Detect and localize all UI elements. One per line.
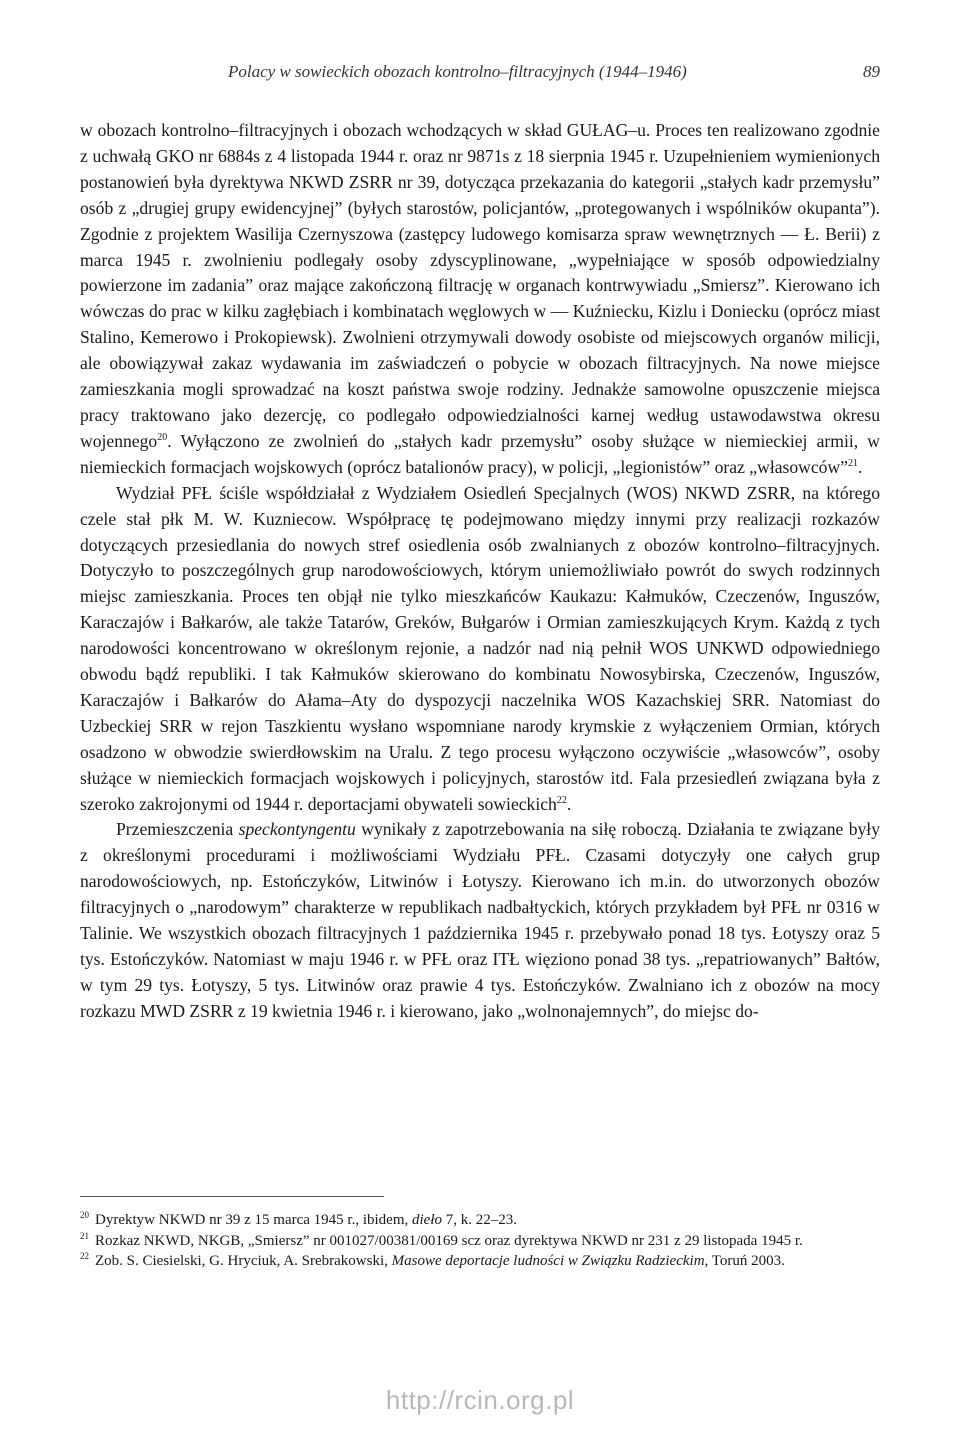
footnote-divider <box>80 1196 384 1197</box>
page-number: 89 <box>863 62 880 81</box>
footnote-text-a: Dyrektyw NKWD nr 39 z 15 marca 1945 r., ibidem, <box>95 1212 413 1228</box>
running-title: Polacy w sowieckich obozach kontrolno–filtracyjnych (1944–1946) <box>228 62 687 81</box>
footnote-text-a: Zob. S. Ciesielski, G. Hryciuk, A. Srebrakowski, <box>95 1253 392 1269</box>
footnote-20 <box>80 1211 880 1231</box>
paragraph-1-text-c: . <box>857 456 863 477</box>
source-watermark: http://rcin.org.pl <box>385 1385 575 1415</box>
footnote-number: 20 <box>80 1210 89 1220</box>
footnote-ref-21[interactable]: 21 <box>847 457 858 469</box>
footnote-ref-22[interactable]: 22 <box>556 794 567 806</box>
footnote-22 <box>80 1252 880 1272</box>
paragraph-2-text-a: Wydział PFŁ ściśle współdziałał z Wydziałem Osiedleń Specjalnych (WOS) NKWD ZSRR, na którego czele stał płk M. W. Kuzniecow. Współpracę tę podejmowano między innymi przy realizacji rozkazów dotyczących przesiedlania do nowych stref osiedlenia osób zwalnianych z obozów kontrolno–filtracyjnych. Dotyczyło to poszczególnych grup narodowościowych, którym uniemożliwiało powrót do swych rodzinnych miejsc zamieszkania. Proces ten objął nie tylko mieszkańców Kaukazu: Kałmuków, Czeczenów, Inguszów, Karaczajów i Bałkarów, ale także Tatarów, Greków, Bułgarów i Ormian zamieszkujących Krym. Każdą z tych narodowości koncentrowano w określonym rejonie, a nadzór nad nią pełnił WOS UNKWD odpowiedniego obwodu bądź republiki. I tak Kałmuków skierowano do kombinatu Nowosybirska, Czeczenów, Inguszów, Karaczajów i Bałkarów do Ałama–Aty do dyspozycji naczelnika WOS Kazachskiej SRR. Natomiast do Uzbeckiej SRR w rejon Taszkientu wysłano wspomniane narody krymskie z wyłączeniem Ormian, których osadzono w obwodzie swierdłowskim na Uralu. Z tego procesu wyłączono oczywiście „własowców”, osoby służące w niemieckich formacjach wojskowych i policyjnych, starostów itd. Fala przesiedleń związana była z szeroko zakrojonymi od 1944 r. deportacjami obywateli sowieckich <box>80 482 880 814</box>
paragraph-2-text-b: . <box>566 793 572 814</box>
footnotes <box>80 1211 880 1273</box>
footnote-italic: dieło <box>412 1212 443 1228</box>
footnote-text-b: , Toruń 2003. <box>704 1253 785 1269</box>
paragraph-2 <box>80 481 880 818</box>
footnote-number: 22 <box>80 1251 89 1261</box>
paragraph-1-text-b: . Wyłączono ze zwolnień do „stałych kadr przemysłu” osoby służące w niemieckiej armii, w niemieckich formacjach wojskowych (oprócz batalionów pracy), w policji, „legionistów” oraz „własowców” <box>80 430 880 477</box>
footnote-ref-20[interactable]: 20 <box>157 432 168 444</box>
footnote-text-b: 7, k. 22–23. <box>442 1212 518 1228</box>
body-text <box>80 118 880 1025</box>
paragraph-1 <box>80 118 880 481</box>
footnote-21 <box>80 1232 880 1252</box>
paragraph-3-text-a: Przemieszczenia <box>116 819 239 840</box>
paragraph-3-text-b: wynikały z zapotrzebowania na siłę roboczą. Działania te związane były z określonymi procedurami i możliwościami Wydziału PFŁ. Czasami dotyczyły one całych grup narodowościowych, np. Estończyków, Litwinów i Łotyszy. Kierowano ich m.in. do utworzonych obozów filtracyjnych o „narodowym” charakterze w republikach nadbałtyckich, których przykładem był PFŁ nr 0316 w Talinie. We wszystkich obozach filtracyjnych 1 października 1945 r. przebywało ponad 18 tys. Łotyszy oraz 5 tys. Estończyków. Natomiast w maju 1946 r. w PFŁ oraz ITŁ więziono ponad 38 tys. „repatriowanych” Bałtów, w tym 29 tys. Łotyszy, 5 tys. Litwinów oraz prawie 4 tys. Estończyków. Zwalniano ich z obozów na mocy rozkazu MWD ZSRR z 19 kwietnia 1946 r. i kierowano, jako „wolnonajemnych”, do miejsc do- <box>80 819 880 1021</box>
footnote-italic: Masowe deportacje ludności w Związku Radzieckim <box>391 1253 705 1269</box>
footnote-number: 21 <box>80 1230 89 1241</box>
paragraph-1-text-a: w obozach kontrolno–filtracyjnych i obozach wchodzących w skład GUŁAG–u. Proces ten realizowano zgodnie z uchwałą GKO nr 6884s z 4 listopada 1944 r. oraz nr 9871s z 18 sierpnia 1945 r. Uzupełnieniem wymienionych postanowień była dyrektywa NKWD ZSRR nr 39, dotycząca przekazania do kategorii „stałych kadr przemysłu” osób z „drugiej grupy ewidencyjnej” (byłych starostów, policjantów, „protegowanych i wspólników okupanta”). Zgodnie z projektem Wasilija Czernyszowa (zastępcy ludowego komisarza spraw wewnętrznych — Ł. Berii) z marca 1945 r. zwolnieniu podlegały osoby zdyscyplinowane, „wypełniające w sposób odpowiedzialny powierzone im zadania” oraz mające zakończoną filtrację w organach kontrwywiadu „Smiersz”. Kierowano ich wówczas do prac w kilku zagłębiach i kombinatach węglowych w — Kuźniecku, Kizlu i Doniecku (oprócz miast Stalino, Kemerowo i Prokopiewsk). Zwolnieni otrzymywali dowody osobiste od miejscowych organów milicji, ale obowiązywał zakaz wydawania im zaświadczeń o pobycie w obozach filtracyjnych. Na nowe miejsce zamieszkania mogli sprowadzać na koszt państwa swoje rodziny. Jednakże samowolne opuszczenie miejsca pracy traktowano jako dezercję, co podlegało odpowiedzialności karnej według ustawodawstwa okresu wojennego <box>80 120 880 451</box>
paragraph-3-italic: speckontyngentu <box>238 819 356 840</box>
footnote-text-a: Rozkaz NKWD, NKGB, „Smiersz” nr 001027/00381/00169 scz oraz dyrektywa NKWD nr 231 z 29 listopada 1945 r. <box>95 1232 803 1249</box>
paragraph-3 <box>80 817 880 1024</box>
